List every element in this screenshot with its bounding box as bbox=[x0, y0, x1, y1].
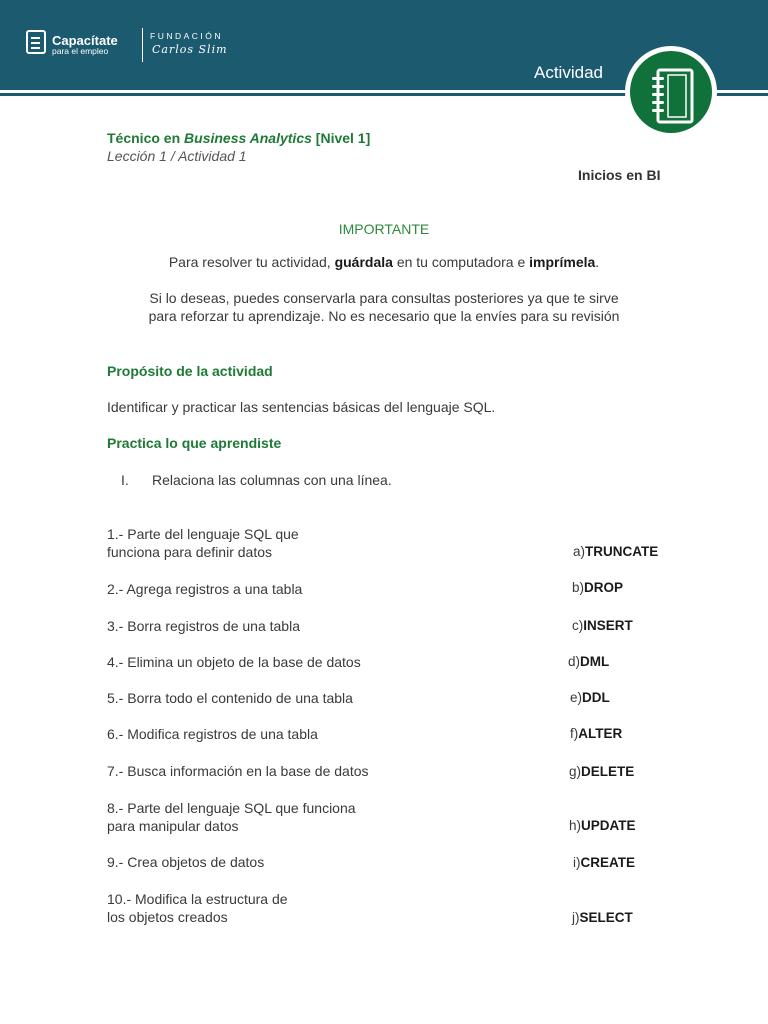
right-item-f: f)ALTER bbox=[570, 726, 623, 741]
foundation-label: FUNDACIÓN bbox=[150, 31, 224, 41]
right-item-g: g)DELETE bbox=[569, 764, 635, 779]
logo-sub-text: para el empleo bbox=[52, 46, 109, 56]
foundation-name: Carlos Slim bbox=[152, 43, 228, 56]
course-title: Técnico en Business Analytics [Nivel 1] bbox=[107, 130, 371, 146]
purpose-text: Identificar y practicar las sentencias básicas del lenguaje SQL. bbox=[107, 399, 496, 415]
left-item-1-line1: 1.- Parte del lenguaje SQL que bbox=[107, 526, 299, 542]
left-item-8-line2: para manipular datos bbox=[107, 818, 239, 834]
left-item-10-line1: 10.- Modifica la estructura de bbox=[107, 891, 288, 907]
left-item-5: 5.- Borra todo el contenido de una tabla bbox=[107, 690, 353, 706]
left-item-8-line1: 8.- Parte del lenguaje SQL que funciona bbox=[107, 800, 356, 816]
right-item-a: a)TRUNCATE bbox=[573, 544, 659, 559]
right-item-h: h)UPDATE bbox=[569, 818, 636, 833]
logo-main-text: Capacítate bbox=[52, 33, 118, 48]
instruction-keep-line1: Si lo deseas, puedes conservarla para consultas posteriores ya que te sirve bbox=[149, 290, 619, 306]
left-item-7: 7.- Busca información en la base de datos bbox=[107, 763, 369, 779]
right-item-c: c)INSERT bbox=[572, 618, 633, 633]
right-item-b: b)DROP bbox=[572, 580, 624, 595]
left-item-10-line2: los objetos creados bbox=[107, 909, 228, 925]
left-item-6: 6.- Modifica registros de una tabla bbox=[107, 726, 318, 742]
topic-label: Inicios en BI bbox=[578, 167, 661, 183]
left-item-3: 3.- Borra registros de una tabla bbox=[107, 618, 300, 634]
exercise-instruction: Relaciona las columnas con una línea. bbox=[152, 472, 392, 488]
important-heading: IMPORTANTE bbox=[338, 221, 430, 237]
left-item-2: 2.- Agrega registros a una tabla bbox=[107, 581, 303, 597]
logo-divider bbox=[142, 28, 143, 62]
practice-heading: Practica lo que aprendiste bbox=[107, 435, 282, 451]
activity-badge bbox=[625, 46, 717, 138]
left-item-9: 9.- Crea objetos de datos bbox=[107, 854, 265, 870]
left-item-1-line2: funciona para definir datos bbox=[107, 544, 272, 560]
lesson-label: Lección 1 / Actividad 1 bbox=[107, 148, 247, 164]
roman-numeral: I. bbox=[121, 472, 129, 488]
right-item-i: i)CREATE bbox=[573, 855, 636, 870]
notebook-icon bbox=[648, 67, 696, 125]
instruction-save-print: Para resolver tu actividad, guárdala en tu computadora e imprímela. bbox=[168, 254, 600, 270]
right-item-d: d)DML bbox=[568, 654, 610, 669]
right-item-j: j)SELECT bbox=[572, 910, 633, 925]
right-item-e: e)DDL bbox=[570, 690, 610, 705]
left-item-4: 4.- Elimina un objeto de la base de datos bbox=[107, 654, 361, 670]
purpose-heading: Propósito de la actividad bbox=[107, 363, 273, 379]
header-title: Actividad bbox=[534, 63, 603, 82]
capacitate-logo-icon bbox=[26, 30, 46, 54]
instruction-keep-line2: para reforzar tu aprendizaje. No es necesario que la envíes para su revisión bbox=[148, 308, 620, 324]
